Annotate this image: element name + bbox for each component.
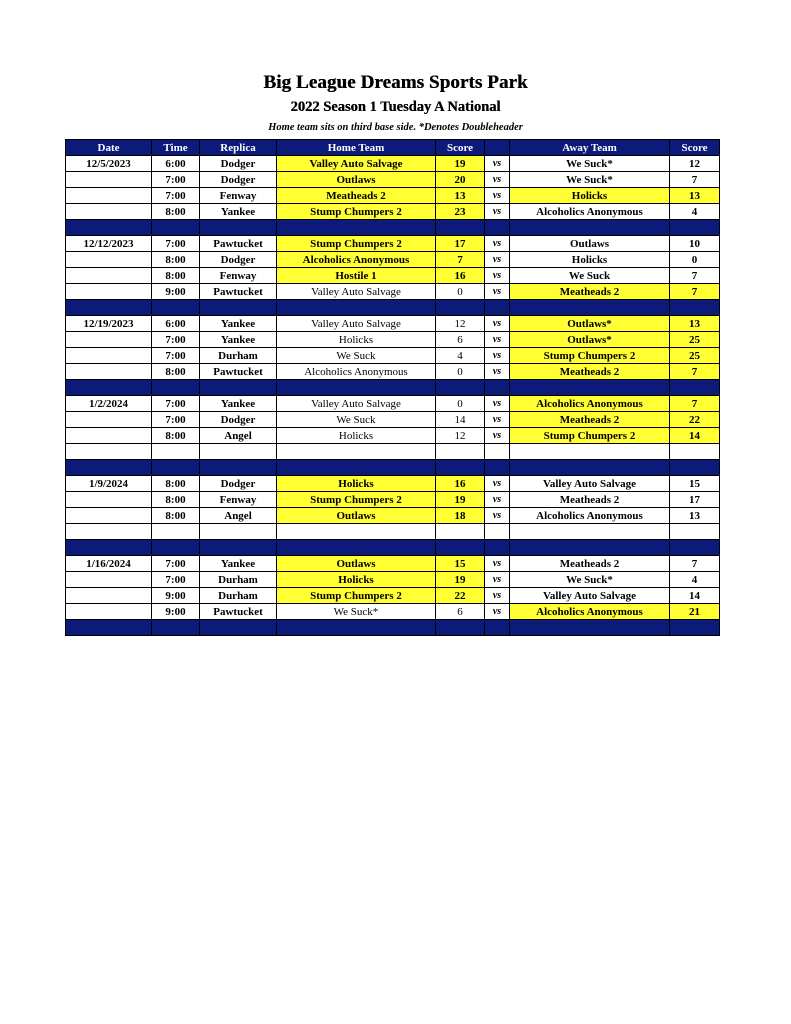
separator-cell bbox=[200, 620, 277, 636]
home-team-cell: Valley Auto Salvage bbox=[277, 316, 436, 332]
vs-cell: vs bbox=[485, 604, 510, 620]
vs-cell: vs bbox=[485, 396, 510, 412]
time-cell: 7:00 bbox=[152, 396, 200, 412]
table-row bbox=[66, 428, 720, 444]
time-cell: 7:00 bbox=[152, 572, 200, 588]
table-row bbox=[66, 284, 720, 300]
table-row bbox=[66, 332, 720, 348]
away-score-cell: 22 bbox=[670, 412, 720, 428]
replica-cell: Dodger bbox=[200, 412, 277, 428]
date-cell bbox=[66, 188, 152, 204]
time-cell: 8:00 bbox=[152, 508, 200, 524]
vs-cell: vs bbox=[485, 412, 510, 428]
time-cell: 7:00 bbox=[152, 332, 200, 348]
away-team-cell: Outlaws* bbox=[510, 332, 670, 348]
vs-cell: vs bbox=[485, 156, 510, 172]
replica-cell: Fenway bbox=[200, 492, 277, 508]
col-header-away-team: Away Team bbox=[510, 140, 670, 156]
away-score-cell: 25 bbox=[670, 348, 720, 364]
separator-cell bbox=[485, 540, 510, 556]
separator-cell bbox=[200, 220, 277, 236]
home-score-cell: 20 bbox=[436, 172, 485, 188]
empty-cell bbox=[485, 444, 510, 460]
replica-cell: Durham bbox=[200, 588, 277, 604]
vs-cell: vs bbox=[485, 284, 510, 300]
home-score-cell: 12 bbox=[436, 316, 485, 332]
schedule-body bbox=[66, 156, 720, 636]
page-subtitle: 2022 Season 1 Tuesday A National bbox=[290, 99, 501, 115]
vs-cell: vs bbox=[485, 332, 510, 348]
table-row bbox=[66, 156, 720, 172]
date-cell bbox=[66, 428, 152, 444]
away-team-cell: Stump Chumpers 2 bbox=[510, 348, 670, 364]
empty-cell bbox=[66, 444, 152, 460]
separator-cell bbox=[670, 300, 720, 316]
table-row bbox=[66, 476, 720, 492]
away-team-cell: Alcoholics Anonymous bbox=[510, 604, 670, 620]
date-cell bbox=[66, 172, 152, 188]
schedule-table bbox=[65, 139, 720, 636]
time-cell: 8:00 bbox=[152, 492, 200, 508]
separator-cell bbox=[66, 380, 152, 396]
away-score-cell: 13 bbox=[670, 508, 720, 524]
empty-cell bbox=[510, 524, 670, 540]
away-team-cell: Outlaws* bbox=[510, 316, 670, 332]
away-score-cell: 10 bbox=[670, 236, 720, 252]
separator-cell bbox=[277, 460, 436, 476]
separator-cell bbox=[66, 220, 152, 236]
home-score-cell: 13 bbox=[436, 188, 485, 204]
empty-cell bbox=[670, 444, 720, 460]
home-team-cell: We Suck bbox=[277, 348, 436, 364]
separator-cell bbox=[66, 300, 152, 316]
separator-cell bbox=[200, 540, 277, 556]
replica-cell: Durham bbox=[200, 348, 277, 364]
away-team-cell: Holicks bbox=[510, 252, 670, 268]
date-cell: 1/2/2024 bbox=[66, 396, 152, 412]
table-row bbox=[66, 236, 720, 252]
home-team-cell: Stump Chumpers 2 bbox=[277, 588, 436, 604]
time-cell: 7:00 bbox=[152, 556, 200, 572]
table-row bbox=[66, 492, 720, 508]
separator-cell bbox=[510, 620, 670, 636]
table-row bbox=[66, 588, 720, 604]
replica-cell: Dodger bbox=[200, 476, 277, 492]
away-score-cell: 25 bbox=[670, 332, 720, 348]
date-cell: 1/9/2024 bbox=[66, 476, 152, 492]
time-cell: 7:00 bbox=[152, 412, 200, 428]
separator-cell bbox=[152, 300, 200, 316]
time-cell: 7:00 bbox=[152, 236, 200, 252]
replica-cell: Yankee bbox=[200, 556, 277, 572]
home-score-cell: 16 bbox=[436, 476, 485, 492]
home-team-cell: Hostile 1 bbox=[277, 268, 436, 284]
separator-cell bbox=[436, 460, 485, 476]
separator-cell bbox=[436, 380, 485, 396]
home-team-cell: Holicks bbox=[277, 572, 436, 588]
empty-cell bbox=[200, 524, 277, 540]
week-separator-row bbox=[66, 220, 720, 236]
separator-cell bbox=[277, 380, 436, 396]
empty-cell bbox=[510, 444, 670, 460]
home-team-cell: Outlaws bbox=[277, 172, 436, 188]
separator-cell bbox=[510, 460, 670, 476]
date-cell bbox=[66, 284, 152, 300]
separator-cell bbox=[670, 540, 720, 556]
away-team-cell: Meatheads 2 bbox=[510, 364, 670, 380]
home-team-cell: Valley Auto Salvage bbox=[277, 284, 436, 300]
vs-cell: vs bbox=[485, 236, 510, 252]
date-cell bbox=[66, 508, 152, 524]
away-score-cell: 7 bbox=[670, 268, 720, 284]
date-cell bbox=[66, 252, 152, 268]
table-row bbox=[66, 364, 720, 380]
away-team-cell: We Suck bbox=[510, 268, 670, 284]
empty-cell bbox=[436, 444, 485, 460]
separator-cell bbox=[200, 300, 277, 316]
replica-cell: Pawtucket bbox=[200, 604, 277, 620]
separator-cell bbox=[510, 220, 670, 236]
home-team-cell: Holicks bbox=[277, 476, 436, 492]
separator-cell bbox=[670, 460, 720, 476]
replica-cell: Yankee bbox=[200, 204, 277, 220]
home-score-cell: 6 bbox=[436, 604, 485, 620]
table-row bbox=[66, 316, 720, 332]
separator-cell bbox=[670, 220, 720, 236]
home-score-cell: 0 bbox=[436, 396, 485, 412]
home-team-cell: Valley Auto Salvage bbox=[277, 396, 436, 412]
away-score-cell: 7 bbox=[670, 556, 720, 572]
away-team-cell: Meatheads 2 bbox=[510, 412, 670, 428]
home-score-cell: 15 bbox=[436, 556, 485, 572]
table-row bbox=[66, 572, 720, 588]
away-score-cell: 4 bbox=[670, 204, 720, 220]
replica-cell: Yankee bbox=[200, 316, 277, 332]
away-score-cell: 7 bbox=[670, 396, 720, 412]
separator-cell bbox=[436, 300, 485, 316]
away-score-cell: 14 bbox=[670, 588, 720, 604]
separator-cell bbox=[436, 540, 485, 556]
date-cell: 12/12/2023 bbox=[66, 236, 152, 252]
away-team-cell: We Suck* bbox=[510, 156, 670, 172]
date-cell bbox=[66, 492, 152, 508]
page-title: Big League Dreams Sports Park bbox=[263, 72, 528, 93]
col-header-away-score: Score bbox=[670, 140, 720, 156]
table-row bbox=[66, 348, 720, 364]
date-cell bbox=[66, 364, 152, 380]
separator-cell bbox=[152, 380, 200, 396]
replica-cell: Angel bbox=[200, 508, 277, 524]
vs-cell: vs bbox=[485, 476, 510, 492]
home-score-cell: 19 bbox=[436, 156, 485, 172]
date-cell bbox=[66, 268, 152, 284]
separator-cell bbox=[277, 620, 436, 636]
table-row bbox=[66, 396, 720, 412]
time-cell: 8:00 bbox=[152, 364, 200, 380]
empty-cell bbox=[152, 444, 200, 460]
empty-cell bbox=[200, 444, 277, 460]
away-team-cell: Alcoholics Anonymous bbox=[510, 508, 670, 524]
home-team-cell: Stump Chumpers 2 bbox=[277, 492, 436, 508]
vs-cell: vs bbox=[485, 588, 510, 604]
away-team-cell: Valley Auto Salvage bbox=[510, 476, 670, 492]
home-score-cell: 18 bbox=[436, 508, 485, 524]
separator-cell bbox=[485, 300, 510, 316]
home-score-cell: 17 bbox=[436, 236, 485, 252]
date-cell bbox=[66, 412, 152, 428]
separator-cell bbox=[510, 300, 670, 316]
time-cell: 8:00 bbox=[152, 428, 200, 444]
home-score-cell: 19 bbox=[436, 492, 485, 508]
separator-cell bbox=[485, 620, 510, 636]
empty-row bbox=[66, 444, 720, 460]
time-cell: 9:00 bbox=[152, 604, 200, 620]
separator-cell bbox=[152, 540, 200, 556]
home-team-cell: Outlaws bbox=[277, 556, 436, 572]
away-score-cell: 12 bbox=[670, 156, 720, 172]
vs-cell: vs bbox=[485, 492, 510, 508]
away-team-cell: Meatheads 2 bbox=[510, 492, 670, 508]
away-team-cell: Alcoholics Anonymous bbox=[510, 396, 670, 412]
col-header-home-team: Home Team bbox=[277, 140, 436, 156]
date-cell bbox=[66, 604, 152, 620]
empty-cell bbox=[436, 524, 485, 540]
col-header-replica: Replica bbox=[200, 140, 277, 156]
time-cell: 6:00 bbox=[152, 156, 200, 172]
separator-cell bbox=[200, 380, 277, 396]
separator-cell bbox=[436, 220, 485, 236]
home-score-cell: 23 bbox=[436, 204, 485, 220]
away-score-cell: 15 bbox=[670, 476, 720, 492]
empty-cell bbox=[152, 524, 200, 540]
time-cell: 8:00 bbox=[152, 204, 200, 220]
vs-cell: vs bbox=[485, 204, 510, 220]
week-separator-row bbox=[66, 540, 720, 556]
home-team-cell: Valley Auto Salvage bbox=[277, 156, 436, 172]
col-header-home-score: Score bbox=[436, 140, 485, 156]
away-score-cell: 14 bbox=[670, 428, 720, 444]
vs-cell: vs bbox=[485, 556, 510, 572]
table-row bbox=[66, 252, 720, 268]
home-score-cell: 7 bbox=[436, 252, 485, 268]
week-separator-row bbox=[66, 460, 720, 476]
away-team-cell: We Suck* bbox=[510, 172, 670, 188]
week-separator-row bbox=[66, 300, 720, 316]
table-row bbox=[66, 172, 720, 188]
home-team-cell: Outlaws bbox=[277, 508, 436, 524]
vs-cell: vs bbox=[485, 428, 510, 444]
vs-cell: vs bbox=[485, 364, 510, 380]
away-team-cell: Meatheads 2 bbox=[510, 556, 670, 572]
replica-cell: Fenway bbox=[200, 188, 277, 204]
empty-cell bbox=[670, 524, 720, 540]
away-score-cell: 21 bbox=[670, 604, 720, 620]
time-cell: 8:00 bbox=[152, 252, 200, 268]
replica-cell: Dodger bbox=[200, 156, 277, 172]
week-separator-row bbox=[66, 380, 720, 396]
home-team-cell: Holicks bbox=[277, 428, 436, 444]
date-cell bbox=[66, 348, 152, 364]
separator-cell bbox=[200, 460, 277, 476]
home-score-cell: 4 bbox=[436, 348, 485, 364]
empty-cell bbox=[277, 444, 436, 460]
vs-cell: vs bbox=[485, 316, 510, 332]
separator-cell bbox=[485, 460, 510, 476]
home-score-cell: 6 bbox=[436, 332, 485, 348]
home-score-cell: 16 bbox=[436, 268, 485, 284]
table-row bbox=[66, 412, 720, 428]
replica-cell: Dodger bbox=[200, 172, 277, 188]
replica-cell: Yankee bbox=[200, 396, 277, 412]
home-score-cell: 19 bbox=[436, 572, 485, 588]
separator-cell bbox=[66, 540, 152, 556]
empty-cell bbox=[485, 524, 510, 540]
home-team-cell: We Suck* bbox=[277, 604, 436, 620]
home-score-cell: 0 bbox=[436, 364, 485, 380]
empty-row bbox=[66, 524, 720, 540]
time-cell: 7:00 bbox=[152, 172, 200, 188]
table-row bbox=[66, 204, 720, 220]
away-score-cell: 0 bbox=[670, 252, 720, 268]
date-cell bbox=[66, 332, 152, 348]
away-score-cell: 4 bbox=[670, 572, 720, 588]
vs-cell: vs bbox=[485, 348, 510, 364]
away-score-cell: 7 bbox=[670, 284, 720, 300]
empty-cell bbox=[66, 524, 152, 540]
vs-cell: vs bbox=[485, 172, 510, 188]
away-team-cell: Holicks bbox=[510, 188, 670, 204]
doubleheader-note: Home team sits on third base side. *Denotes Doubleheader bbox=[268, 122, 523, 133]
replica-cell: Yankee bbox=[200, 332, 277, 348]
separator-cell bbox=[152, 460, 200, 476]
home-team-cell: Stump Chumpers 2 bbox=[277, 236, 436, 252]
replica-cell: Fenway bbox=[200, 268, 277, 284]
away-team-cell: Alcoholics Anonymous bbox=[510, 204, 670, 220]
home-team-cell: Alcoholics Anonymous bbox=[277, 252, 436, 268]
home-score-cell: 12 bbox=[436, 428, 485, 444]
separator-cell bbox=[436, 620, 485, 636]
col-header-time: Time bbox=[152, 140, 200, 156]
vs-cell: vs bbox=[485, 252, 510, 268]
col-header-date: Date bbox=[66, 140, 152, 156]
time-cell: 9:00 bbox=[152, 284, 200, 300]
home-score-cell: 22 bbox=[436, 588, 485, 604]
vs-cell: vs bbox=[485, 268, 510, 284]
time-cell: 9:00 bbox=[152, 588, 200, 604]
home-team-cell: Alcoholics Anonymous bbox=[277, 364, 436, 380]
home-team-cell: Meatheads 2 bbox=[277, 188, 436, 204]
table-row bbox=[66, 556, 720, 572]
separator-cell bbox=[152, 220, 200, 236]
separator-cell bbox=[670, 620, 720, 636]
date-cell bbox=[66, 588, 152, 604]
col-header-vs bbox=[485, 140, 510, 156]
vs-cell: vs bbox=[485, 508, 510, 524]
table-row bbox=[66, 268, 720, 284]
away-score-cell: 17 bbox=[670, 492, 720, 508]
away-team-cell: Meatheads 2 bbox=[510, 284, 670, 300]
date-cell bbox=[66, 572, 152, 588]
home-score-cell: 14 bbox=[436, 412, 485, 428]
separator-cell bbox=[485, 380, 510, 396]
home-score-cell: 0 bbox=[436, 284, 485, 300]
separator-cell bbox=[485, 220, 510, 236]
time-cell: 8:00 bbox=[152, 268, 200, 284]
replica-cell: Pawtucket bbox=[200, 284, 277, 300]
separator-cell bbox=[510, 380, 670, 396]
home-team-cell: Stump Chumpers 2 bbox=[277, 204, 436, 220]
replica-cell: Dodger bbox=[200, 252, 277, 268]
separator-cell bbox=[66, 620, 152, 636]
time-cell: 6:00 bbox=[152, 316, 200, 332]
separator-cell bbox=[670, 380, 720, 396]
home-team-cell: We Suck bbox=[277, 412, 436, 428]
away-score-cell: 7 bbox=[670, 172, 720, 188]
time-cell: 7:00 bbox=[152, 348, 200, 364]
away-team-cell: Stump Chumpers 2 bbox=[510, 428, 670, 444]
replica-cell: Angel bbox=[200, 428, 277, 444]
replica-cell: Pawtucket bbox=[200, 364, 277, 380]
away-team-cell: We Suck* bbox=[510, 572, 670, 588]
away-score-cell: 13 bbox=[670, 316, 720, 332]
table-row bbox=[66, 188, 720, 204]
separator-cell bbox=[510, 540, 670, 556]
week-separator-row bbox=[66, 620, 720, 636]
separator-cell bbox=[152, 620, 200, 636]
away-team-cell: Outlaws bbox=[510, 236, 670, 252]
away-score-cell: 7 bbox=[670, 364, 720, 380]
time-cell: 8:00 bbox=[152, 476, 200, 492]
separator-cell bbox=[277, 300, 436, 316]
table-header-row bbox=[66, 140, 720, 156]
separator-cell bbox=[277, 540, 436, 556]
table-row bbox=[66, 508, 720, 524]
date-cell: 12/19/2023 bbox=[66, 316, 152, 332]
away-team-cell: Valley Auto Salvage bbox=[510, 588, 670, 604]
separator-cell bbox=[277, 220, 436, 236]
vs-cell: vs bbox=[485, 572, 510, 588]
replica-cell: Pawtucket bbox=[200, 236, 277, 252]
home-team-cell: Holicks bbox=[277, 332, 436, 348]
date-cell bbox=[66, 204, 152, 220]
vs-cell: vs bbox=[485, 188, 510, 204]
table-row bbox=[66, 604, 720, 620]
separator-cell bbox=[66, 460, 152, 476]
time-cell: 7:00 bbox=[152, 188, 200, 204]
empty-cell bbox=[277, 524, 436, 540]
away-score-cell: 13 bbox=[670, 188, 720, 204]
date-cell: 1/16/2024 bbox=[66, 556, 152, 572]
date-cell: 12/5/2023 bbox=[66, 156, 152, 172]
replica-cell: Durham bbox=[200, 572, 277, 588]
